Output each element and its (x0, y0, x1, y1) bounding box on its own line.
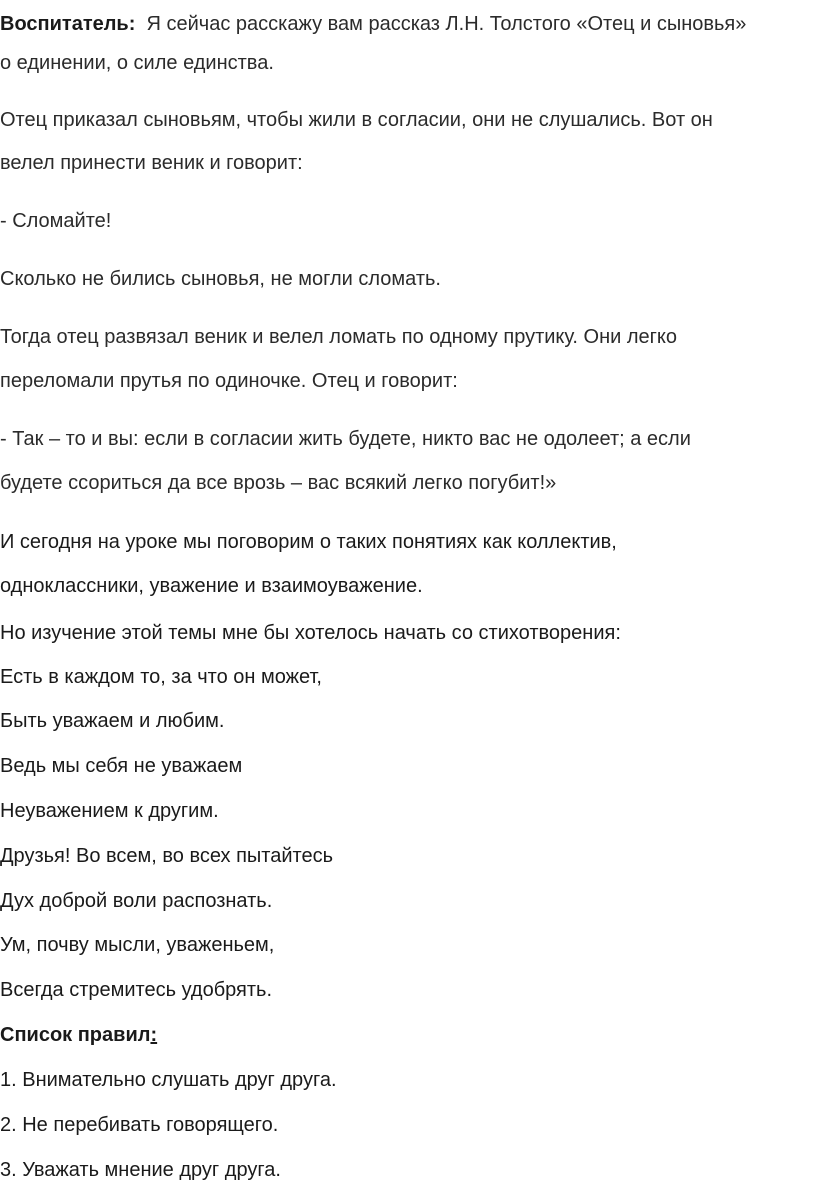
story-paragraph-5-line-1: - Так – то и вы: если в согласии жить будете, никто вас не одолеет; а если (0, 428, 691, 450)
story-paragraph-5-line-2: будете ссориться да все врозь – вас всякий легко погубит!» (0, 472, 557, 494)
story-paragraph-4-line-1: Тогда отец развязал веник и велел ломать по одному прутику. Они легко (0, 326, 678, 348)
poem-line-8: Всегда стремитесь удобрять. (0, 979, 273, 1001)
rule-item-3: 3. Уважать мнение друг друга. (0, 1159, 281, 1181)
poem-line-4: Неуважением к другим. (0, 800, 219, 822)
poem-line-5: Друзья! Во всем, во всех пытайтесь (0, 845, 334, 867)
rules-heading (0, 1022, 157, 1048)
rule-item-2: 2. Не перебивать говорящего. (0, 1114, 279, 1136)
story-paragraph-1-line-2: велел принести веник и говорит: (0, 152, 303, 174)
intro-line-2: о единении, о силе единства. (0, 52, 274, 74)
story-paragraph-2: - Сломайте! (0, 210, 112, 232)
intro-line-1 (0, 11, 746, 37)
story-paragraph-1-line-1: Отец приказал сыновьям, чтобы жили в согласии, они не слушались. Вот он (0, 109, 713, 131)
lesson-line-2: одноклассники, уважение и взаимоуважение. (0, 575, 423, 597)
rules-heading-text: Список правил (0, 1024, 151, 1046)
story-paragraph-4-line-2: переломали прутья по одиночке. Отец и говорит: (0, 370, 458, 392)
poem-line-7: Ум, почву мысли, уваженьем, (0, 934, 275, 956)
lesson-line-1: И сегодня на уроке мы поговорим о таких понятиях как коллектив, (0, 531, 617, 553)
rule-item-1: 1. Внимательно слушать друг друга. (0, 1069, 337, 1091)
poem-line-3: Ведь мы себя не уважаем (0, 755, 243, 777)
rules-heading-colon: : (150, 1024, 158, 1046)
story-paragraph-3: Сколько не бились сыновья, не могли сломать. (0, 268, 441, 290)
poem-line-1: Есть в каждом то, за что он может, (0, 666, 322, 688)
lesson-line-3: Но изучение этой темы мне бы хотелось начать со стихотворения: (0, 622, 621, 644)
speaker-label: Воспитатель: (0, 13, 136, 35)
poem-line-6: Дух доброй воли распознать. (0, 890, 273, 912)
intro-text: Я сейчас расскажу вам рассказ Л.Н. Толстого «Отец и сыновья» (146, 13, 747, 35)
poem-line-2: Быть уважаем и любим. (0, 710, 225, 732)
